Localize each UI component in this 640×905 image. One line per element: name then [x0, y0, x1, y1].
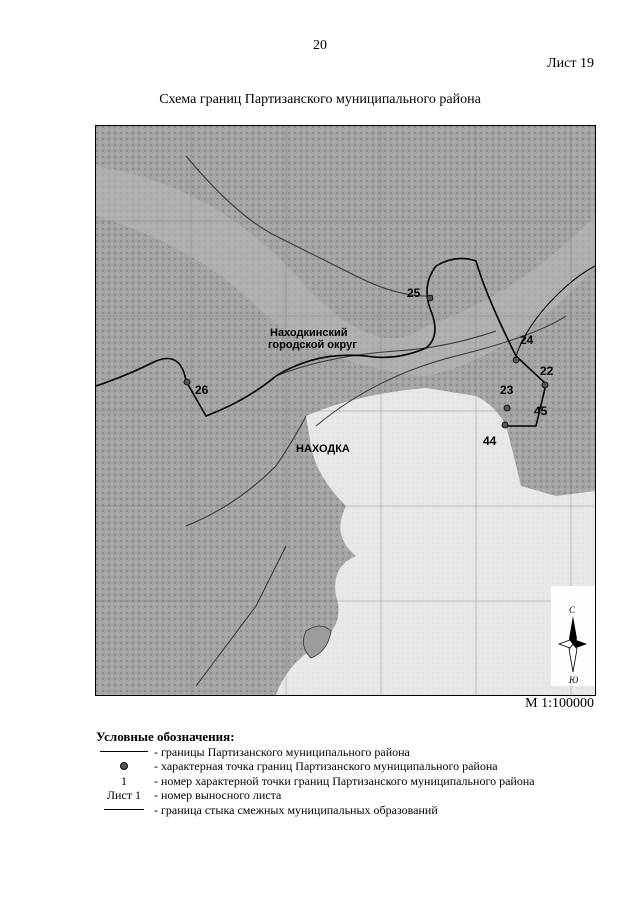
legend-symbol: Лист 1	[106, 788, 142, 802]
legend-symbol	[96, 751, 152, 752]
legend-title: Условные обозначения:	[96, 729, 235, 744]
legend-item-point-number	[96, 774, 616, 789]
point-number-25: 25	[407, 286, 421, 300]
compass-south: Ю	[569, 675, 579, 685]
legend-symbol	[96, 762, 152, 770]
legend-item-boundary	[96, 745, 616, 760]
legend-text: - граница стыка смежных муниципальных образований	[154, 802, 438, 817]
point-number-24: 24	[520, 333, 534, 347]
point-number-44: 44	[483, 434, 497, 448]
legend-item-point	[96, 759, 616, 774]
sheet-label: Лист 19	[547, 56, 594, 71]
boundary-point-24	[513, 357, 519, 363]
legend-symbol	[96, 809, 152, 810]
map-frame	[95, 125, 596, 696]
boundary-point-22	[542, 382, 548, 388]
compass-north: С	[569, 605, 576, 615]
legend-symbol: 1	[121, 773, 127, 788]
boundary-point-25	[427, 295, 433, 301]
region-label-line2: городской округ	[268, 339, 357, 351]
city-label: НАХОДКА	[296, 443, 350, 455]
page-title: Схема границ Партизанского муниципального района	[159, 92, 481, 107]
point-number-22: 22	[540, 364, 554, 378]
legend-item-sheet-number	[96, 788, 616, 803]
map-canvas	[96, 126, 595, 695]
legend-item-junction	[96, 803, 616, 818]
legend-text: - номер характерной точки границ Партизанского муниципального района	[154, 773, 535, 788]
point-number-45: 45	[534, 404, 548, 418]
map-scale: М 1:100000	[525, 696, 594, 711]
legend-text: - характерная точка границ Партизанского муниципального района	[154, 759, 498, 773]
point-number-26: 26	[195, 383, 209, 397]
page-number: 20	[313, 38, 327, 53]
point-number-23: 23	[500, 383, 514, 397]
legend	[96, 730, 616, 817]
legend-text: - номер выносного листа	[154, 788, 282, 802]
boundary-point-44	[502, 422, 508, 428]
region-label-line1: Находкинский	[270, 327, 348, 339]
legend-text: - границы Партизанского муниципального района	[154, 744, 410, 759]
boundary-point-23	[504, 405, 510, 411]
compass-rose	[551, 586, 595, 686]
boundary-point-26	[184, 379, 190, 385]
